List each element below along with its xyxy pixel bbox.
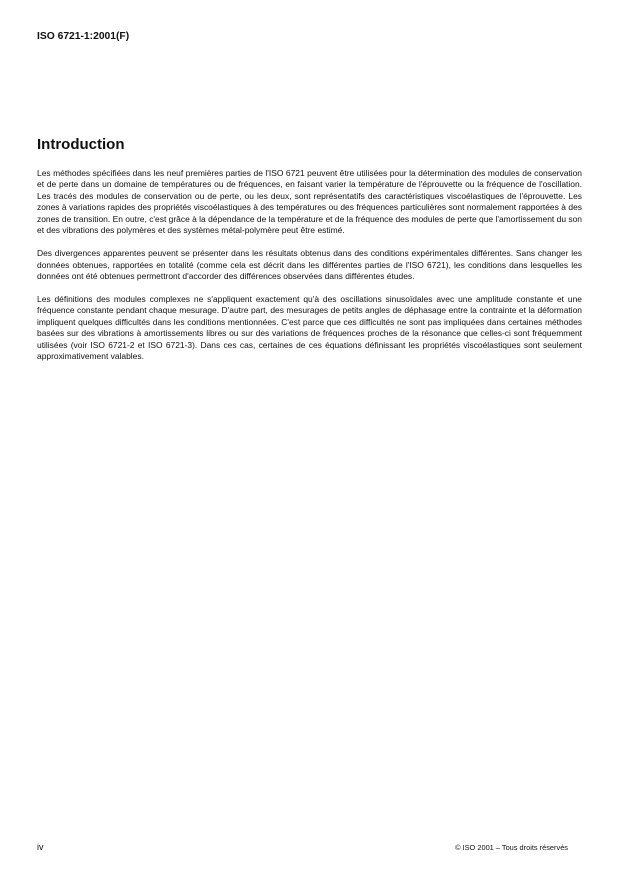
copyright-notice: © ISO 2001 – Tous droits réservés bbox=[455, 843, 568, 852]
paragraph: Les définitions des modules complexes ne s'appliquent exactement qu'à des oscillations sinusoïdales avec une amplitude constante et une fréquence constante pendant chaque mesurage. D'autre part, des mesurages de petits angles de déphasage entre la contrainte et la déformation impliquent quelques difficultés dans les conditions mentionnées. C'est parce que ces difficultés ne sont pas impliquées dans certaines méthodes basées sur des vibrations à amortissements libres ou sur des variations de fréquences proches de la résonance que celles-ci sont fréquemment utilisées (voir ISO 6721-2 et ISO 6721-3). Dans ces cas, certaines de ces équations définissant les propriétés viscoélastiques sont seulement approximativement valables. bbox=[37, 293, 582, 362]
document-header-standard-id: ISO 6721-1:2001(F) bbox=[37, 31, 130, 42]
paragraph: Les méthodes spécifiées dans les neuf premières parties de l'ISO 6721 peuvent être utilisées pour la détermination des modules de conservation et de perte dans un domaine de températures ou de fréquences, en faisant varier la température de l'éprouvette ou la fréquence de l'oscillation. Les tracés des modules de conservation ou de perte, ou les deux, sont représentatifs des caractéristiques viscoélastiques de l'éprouvette. Les zones à variations rapides des propriétés viscoélastiques à des températures ou des fréquences particulières sont normalement rapportées à des zones de transition. En outre, c'est grâce à la dépendance de la température et de la fréquence des modules de perte que l'amortissement du son et des vibrations des polymères et des systèmes métal-polymère peut être estimé. bbox=[37, 168, 582, 236]
section-body bbox=[37, 168, 582, 374]
paragraph: Des divergences apparentes peuvent se présenter dans les résultats obtenus dans des conditions expérimentales différentes. Sans changer les données obtenues, rapportées en totalité (comme cela est décrit dans les différentes parties de l'ISO 6721), les conditions dans lesquelles les données ont été obtenues permettront d'accorder des différences observées dans différentes études. bbox=[37, 248, 582, 282]
section-title: Introduction bbox=[37, 136, 125, 153]
page-number: iv bbox=[37, 842, 44, 852]
